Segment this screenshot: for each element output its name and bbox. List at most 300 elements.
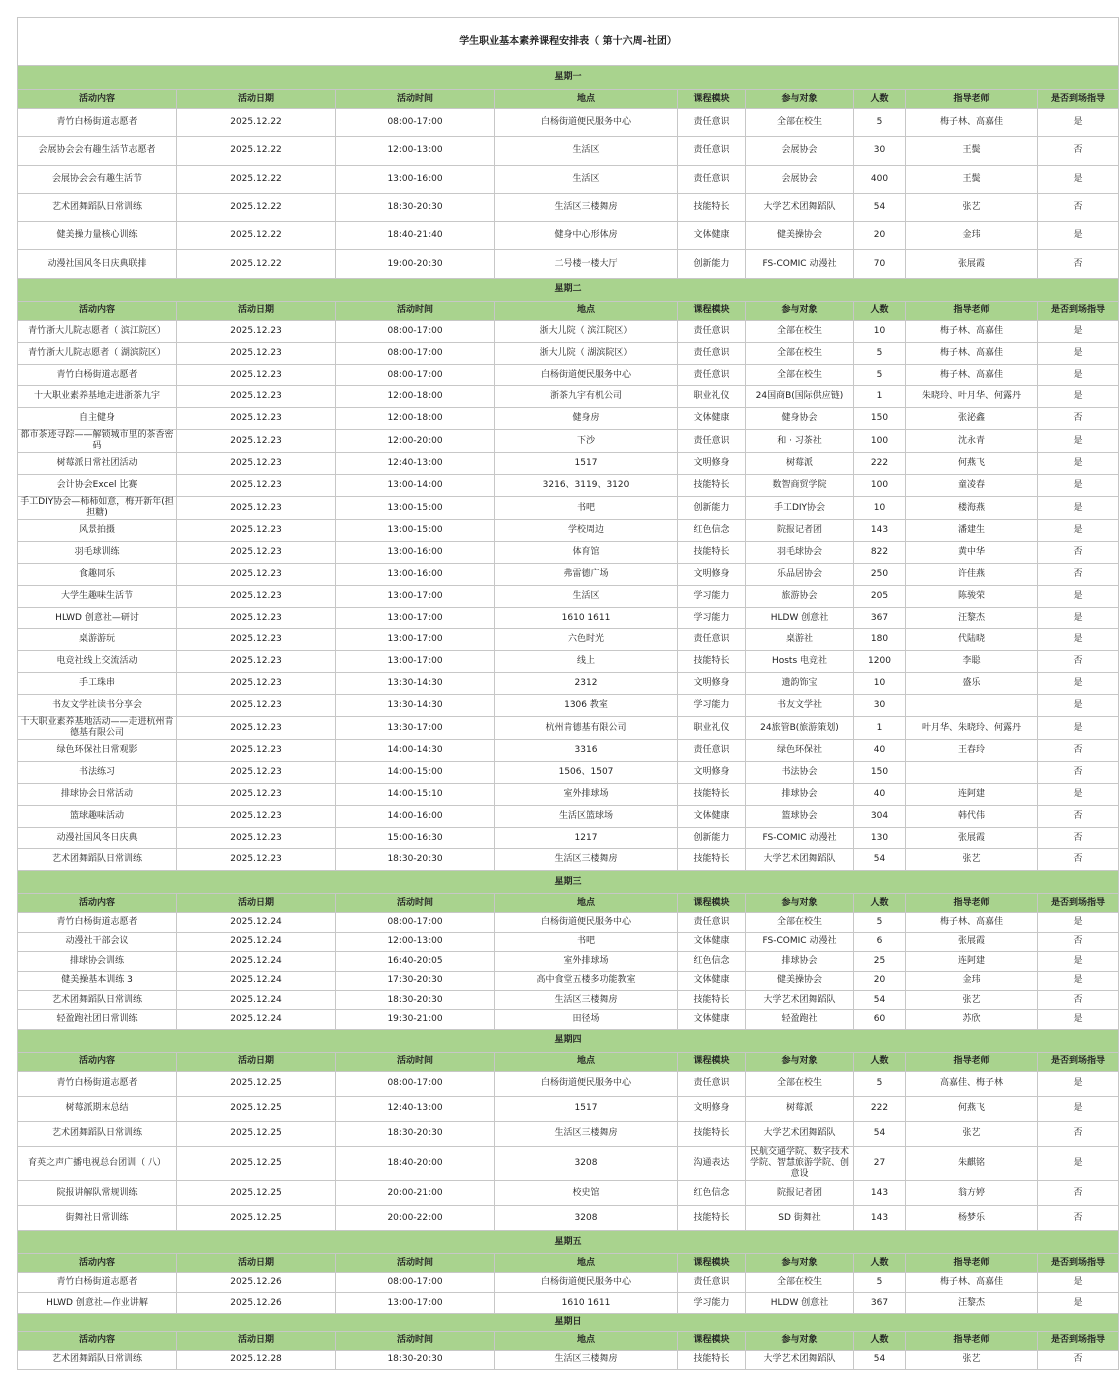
- cell-activity: 会展协会会有趣生活节志愿者: [18, 137, 177, 165]
- cell-module: 文明修身: [678, 563, 746, 585]
- cell-onsite: 否: [1038, 990, 1119, 1009]
- cell-date: 2025.12.22: [177, 222, 336, 250]
- day-row: [18, 1313, 1119, 1331]
- cell-time: 13:00-17:00: [336, 607, 495, 629]
- cell-module: 学习能力: [678, 1293, 746, 1313]
- cell-module: 责任意识: [678, 430, 746, 453]
- cell-count: 10: [854, 673, 906, 695]
- cell-teacher: 王鬓: [906, 137, 1038, 165]
- cell-count: 150: [854, 408, 906, 430]
- cell-count: 304: [854, 805, 906, 827]
- table-row: [18, 717, 1119, 740]
- table-row: [18, 541, 1119, 563]
- cell-audience: 排球协会: [746, 783, 854, 805]
- table-row: [18, 408, 1119, 430]
- cell-audience: 旅游协会: [746, 585, 854, 607]
- cell-activity: 动漫社干部会议: [18, 932, 177, 951]
- cell-onsite: 否: [1038, 541, 1119, 563]
- cell-date: 2025.12.23: [177, 475, 336, 497]
- day-label: 星期三: [18, 871, 1119, 894]
- cell-time: 18:30-20:30: [336, 849, 495, 871]
- cell-module: 责任意识: [678, 165, 746, 193]
- header-onsite: 是否到场指导: [1038, 301, 1119, 320]
- cell-audience: 大学艺术团舞蹈队: [746, 193, 854, 221]
- cell-module: 责任意识: [678, 629, 746, 651]
- header-activity: 活动内容: [18, 1254, 177, 1273]
- cell-time: 12:00-18:00: [336, 408, 495, 430]
- cell-time: 13:00-15:00: [336, 497, 495, 520]
- page-title: 学生职业基本素养课程安排表（ 第十六周-社团）: [18, 18, 1119, 66]
- cell-onsite: 是: [1038, 1010, 1119, 1029]
- cell-time: 12:00-13:00: [336, 137, 495, 165]
- cell-location: 3316: [495, 740, 678, 762]
- header-date: 活动日期: [177, 1254, 336, 1273]
- table-row: [18, 651, 1119, 673]
- cell-location: 校史馆: [495, 1181, 678, 1206]
- header-onsite: 是否到场指导: [1038, 894, 1119, 913]
- cell-activity: 轻盈跑社团日常训练: [18, 1010, 177, 1029]
- cell-location: 生活区三楼舞房: [495, 1350, 678, 1369]
- cell-onsite: 是: [1038, 783, 1119, 805]
- cell-teacher: 朱麒铭: [906, 1147, 1038, 1181]
- cell-audience: 书法协会: [746, 761, 854, 783]
- table-row: [18, 165, 1119, 193]
- day-label: 星期一: [18, 66, 1119, 90]
- cell-activity: HLWD 创意社—作业讲解: [18, 1293, 177, 1313]
- cell-location: 高中食堂五楼多功能教室: [495, 971, 678, 990]
- cell-count: 20: [854, 971, 906, 990]
- cell-audience: 羽毛球协会: [746, 541, 854, 563]
- cell-location: 田径场: [495, 1010, 678, 1029]
- cell-date: 2025.12.23: [177, 497, 336, 520]
- cell-date: 2025.12.25: [177, 1121, 336, 1146]
- cell-onsite: 否: [1038, 1206, 1119, 1231]
- cell-activity: 篮球趣味活动: [18, 805, 177, 827]
- header-count: 人数: [854, 1254, 906, 1273]
- cell-audience: 遗韵饰宝: [746, 673, 854, 695]
- cell-onsite: 是: [1038, 971, 1119, 990]
- cell-onsite: 否: [1038, 849, 1119, 871]
- cell-location: 室外排球场: [495, 952, 678, 971]
- cell-time: 19:00-20:30: [336, 250, 495, 278]
- table-row: [18, 1010, 1119, 1029]
- cell-time: 13:00-17:00: [336, 629, 495, 651]
- cell-module: 红色信念: [678, 520, 746, 542]
- cell-count: 130: [854, 827, 906, 849]
- cell-teacher: 朱晓玲、叶月华、何露丹: [906, 386, 1038, 408]
- cell-teacher: 何燕飞: [906, 1096, 1038, 1121]
- header-row: [18, 1052, 1119, 1071]
- header-onsite: 是否到场指导: [1038, 1254, 1119, 1273]
- cell-teacher: 苏欣: [906, 1010, 1038, 1029]
- cell-time: 13:00-16:00: [336, 541, 495, 563]
- cell-activity: 电竞社线上交流活动: [18, 651, 177, 673]
- header-row: [18, 894, 1119, 913]
- cell-location: 3208: [495, 1206, 678, 1231]
- cell-time: 12:40-13:00: [336, 1096, 495, 1121]
- cell-location: 白杨街道便民服务中心: [495, 109, 678, 137]
- cell-onsite: 是: [1038, 585, 1119, 607]
- cell-count: 70: [854, 250, 906, 278]
- cell-audience: 民航交通学院、数字技术学院、智慧旅游学院、创意设: [746, 1147, 854, 1181]
- cell-audience: 健美操协会: [746, 971, 854, 990]
- cell-count: 54: [854, 1350, 906, 1369]
- header-time: 活动时间: [336, 1331, 495, 1350]
- cell-count: 54: [854, 1121, 906, 1146]
- cell-time: 16:40-20:05: [336, 952, 495, 971]
- cell-module: 责任意识: [678, 1071, 746, 1096]
- cell-activity: 排球协会训练: [18, 952, 177, 971]
- header-audience: 参与对象: [746, 1331, 854, 1350]
- cell-count: 5: [854, 1071, 906, 1096]
- table-row: [18, 193, 1119, 221]
- cell-onsite: 是: [1038, 386, 1119, 408]
- cell-activity: 羽毛球训练: [18, 541, 177, 563]
- cell-location: 1610 1611: [495, 607, 678, 629]
- cell-count: 54: [854, 849, 906, 871]
- cell-location: 生活区篮球场: [495, 805, 678, 827]
- cell-count: 6: [854, 932, 906, 951]
- header-onsite: 是否到场指导: [1038, 1331, 1119, 1350]
- cell-onsite: 否: [1038, 740, 1119, 762]
- table-row: [18, 1147, 1119, 1181]
- cell-onsite: 是: [1038, 717, 1119, 740]
- cell-location: 生活区: [495, 137, 678, 165]
- cell-teacher: 张展霞: [906, 932, 1038, 951]
- cell-date: 2025.12.26: [177, 1293, 336, 1313]
- cell-activity: 青竹白杨街道志愿者: [18, 1273, 177, 1293]
- cell-date: 2025.12.24: [177, 990, 336, 1009]
- cell-location: 生活区三楼舞房: [495, 193, 678, 221]
- cell-date: 2025.12.22: [177, 137, 336, 165]
- cell-date: 2025.12.25: [177, 1071, 336, 1096]
- cell-audience: SD 街舞社: [746, 1206, 854, 1231]
- cell-time: 08:00-17:00: [336, 1273, 495, 1293]
- cell-location: 二号楼一楼大厅: [495, 250, 678, 278]
- day-row: [18, 1029, 1119, 1052]
- cell-location: 六色时光: [495, 629, 678, 651]
- cell-time: 13:30-14:30: [336, 695, 495, 717]
- header-activity: 活动内容: [18, 1052, 177, 1071]
- cell-date: 2025.12.23: [177, 717, 336, 740]
- cell-activity: 书法练习: [18, 761, 177, 783]
- cell-module: 学习能力: [678, 585, 746, 607]
- cell-activity: 健美操力量核心训练: [18, 222, 177, 250]
- cell-module: 职业礼仪: [678, 386, 746, 408]
- cell-time: 12:40-13:00: [336, 453, 495, 475]
- cell-teacher: 叶月华、朱晓玲、何露丹: [906, 717, 1038, 740]
- cell-module: 技能特长: [678, 1350, 746, 1369]
- day-label: 星期四: [18, 1029, 1119, 1052]
- cell-module: 文体健康: [678, 971, 746, 990]
- cell-count: 205: [854, 585, 906, 607]
- cell-date: 2025.12.23: [177, 386, 336, 408]
- cell-module: 文体健康: [678, 1010, 746, 1029]
- table-row: [18, 932, 1119, 951]
- cell-time: 12:00-18:00: [336, 386, 495, 408]
- cell-date: 2025.12.23: [177, 364, 336, 386]
- cell-activity: 书友文学社读书分享会: [18, 695, 177, 717]
- cell-audience: 健身协会: [746, 408, 854, 430]
- cell-activity: 艺术团舞蹈队日常训练: [18, 1121, 177, 1146]
- cell-activity: 手工DIY协会—柿柿如意，梅开新年(担担糖): [18, 497, 177, 520]
- header-date: 活动日期: [177, 1331, 336, 1350]
- header-module: 课程模块: [678, 1254, 746, 1273]
- cell-time: 12:00-20:00: [336, 430, 495, 453]
- cell-module: 创新能力: [678, 827, 746, 849]
- cell-teacher: 楼海燕: [906, 497, 1038, 520]
- cell-activity: 动漫社国风冬日庆典: [18, 827, 177, 849]
- cell-location: 1306 教室: [495, 695, 678, 717]
- cell-location: 2312: [495, 673, 678, 695]
- cell-teacher: 金玮: [906, 222, 1038, 250]
- cell-time: 13:00-15:00: [336, 520, 495, 542]
- header-audience: 参与对象: [746, 1254, 854, 1273]
- header-module: 课程模块: [678, 1331, 746, 1350]
- table-row: [18, 740, 1119, 762]
- table-row: [18, 137, 1119, 165]
- cell-audience: 24旅管B(旅游策划): [746, 717, 854, 740]
- cell-count: 150: [854, 761, 906, 783]
- cell-teacher: 梅子林、高嘉佳: [906, 342, 1038, 364]
- cell-date: 2025.12.24: [177, 1010, 336, 1029]
- cell-onsite: 是: [1038, 165, 1119, 193]
- cell-onsite: 是: [1038, 497, 1119, 520]
- cell-activity: 青竹浙大儿院志愿者（ 滨江院区）: [18, 320, 177, 342]
- cell-audience: 全部在校生: [746, 1071, 854, 1096]
- cell-audience: 全部在校生: [746, 1273, 854, 1293]
- cell-activity: 十大职业素养基地活动——走进杭州肯德基有限公司: [18, 717, 177, 740]
- cell-audience: FS-COMIC 动漫社: [746, 827, 854, 849]
- day-label: 星期日: [18, 1313, 1119, 1331]
- header-module: 课程模块: [678, 90, 746, 109]
- cell-date: 2025.12.23: [177, 740, 336, 762]
- day-row: [18, 66, 1119, 90]
- header-time: 活动时间: [336, 1052, 495, 1071]
- cell-date: 2025.12.26: [177, 1273, 336, 1293]
- cell-teacher: 汪黎杰: [906, 1293, 1038, 1313]
- cell-module: 职业礼仪: [678, 717, 746, 740]
- cell-count: 367: [854, 1293, 906, 1313]
- cell-location: 杭州肯德基有限公司: [495, 717, 678, 740]
- header-time: 活动时间: [336, 1254, 495, 1273]
- cell-activity: 树莓派日常社团活动: [18, 453, 177, 475]
- table-row: [18, 673, 1119, 695]
- cell-location: 1517: [495, 1096, 678, 1121]
- cell-date: 2025.12.25: [177, 1181, 336, 1206]
- table-row: [18, 453, 1119, 475]
- cell-time: 18:30-20:30: [336, 1350, 495, 1369]
- cell-module: 文体健康: [678, 805, 746, 827]
- cell-time: 20:00-22:00: [336, 1206, 495, 1231]
- cell-module: 创新能力: [678, 250, 746, 278]
- cell-module: 责任意识: [678, 342, 746, 364]
- cell-teacher: 盛乐: [906, 673, 1038, 695]
- cell-date: 2025.12.22: [177, 165, 336, 193]
- cell-onsite: 否: [1038, 932, 1119, 951]
- cell-audience: 院报记者团: [746, 520, 854, 542]
- header-count: 人数: [854, 1331, 906, 1350]
- cell-teacher: 高嘉佳、梅子林: [906, 1071, 1038, 1096]
- cell-date: 2025.12.23: [177, 805, 336, 827]
- cell-time: 08:00-17:00: [336, 342, 495, 364]
- table-row: [18, 342, 1119, 364]
- cell-time: 18:30-20:30: [336, 193, 495, 221]
- cell-audience: HLDW 创意社: [746, 1293, 854, 1313]
- cell-time: 13:00-17:00: [336, 1293, 495, 1313]
- cell-time: 19:30-21:00: [336, 1010, 495, 1029]
- cell-activity: 艺术团舞蹈队日常训练: [18, 193, 177, 221]
- header-activity: 活动内容: [18, 301, 177, 320]
- cell-activity: 大学生趣味生活节: [18, 585, 177, 607]
- table-row: [18, 607, 1119, 629]
- cell-date: 2025.12.23: [177, 342, 336, 364]
- table-row: [18, 827, 1119, 849]
- cell-activity: 青竹白杨街道志愿者: [18, 913, 177, 932]
- cell-module: 红色信念: [678, 952, 746, 971]
- cell-teacher: 梅子林、高嘉佳: [906, 320, 1038, 342]
- cell-module: 责任意识: [678, 109, 746, 137]
- cell-date: 2025.12.23: [177, 520, 336, 542]
- cell-module: 责任意识: [678, 913, 746, 932]
- table-row: [18, 563, 1119, 585]
- cell-onsite: 是: [1038, 1273, 1119, 1293]
- cell-audience: 大学艺术团舞蹈队: [746, 1350, 854, 1369]
- day-label: 星期五: [18, 1231, 1119, 1254]
- cell-teacher: 张艺: [906, 1350, 1038, 1369]
- cell-audience: 24国商B(国际供应链): [746, 386, 854, 408]
- cell-activity: 青竹白杨街道志愿者: [18, 364, 177, 386]
- cell-module: 技能特长: [678, 651, 746, 673]
- cell-time: 14:00-15:00: [336, 761, 495, 783]
- cell-time: 13:30-17:00: [336, 717, 495, 740]
- cell-teacher: 陈骏荣: [906, 585, 1038, 607]
- cell-onsite: 是: [1038, 342, 1119, 364]
- cell-date: 2025.12.22: [177, 109, 336, 137]
- cell-location: 生活区三楼舞房: [495, 990, 678, 1009]
- cell-location: 1506、1507: [495, 761, 678, 783]
- header-time: 活动时间: [336, 894, 495, 913]
- cell-count: 1: [854, 386, 906, 408]
- cell-teacher: 梅子林、高嘉佳: [906, 1273, 1038, 1293]
- cell-activity: 青竹白杨街道志愿者: [18, 109, 177, 137]
- cell-teacher: [906, 761, 1038, 783]
- cell-teacher: 张艺: [906, 849, 1038, 871]
- cell-onsite: 否: [1038, 250, 1119, 278]
- cell-count: 60: [854, 1010, 906, 1029]
- cell-onsite: 是: [1038, 695, 1119, 717]
- cell-module: 沟通表达: [678, 1147, 746, 1181]
- cell-time: 13:00-17:00: [336, 651, 495, 673]
- header-row: [18, 301, 1119, 320]
- header-row: [18, 1254, 1119, 1273]
- cell-onsite: 否: [1038, 1121, 1119, 1146]
- cell-activity: 树莓派期末总结: [18, 1096, 177, 1121]
- cell-audience: 桌游社: [746, 629, 854, 651]
- cell-onsite: 否: [1038, 651, 1119, 673]
- cell-teacher: 童凌春: [906, 475, 1038, 497]
- cell-count: 20: [854, 222, 906, 250]
- cell-location: 3208: [495, 1147, 678, 1181]
- cell-audience: 乐品居协会: [746, 563, 854, 585]
- cell-teacher: 李聪: [906, 651, 1038, 673]
- cell-onsite: 是: [1038, 913, 1119, 932]
- cell-count: 1: [854, 717, 906, 740]
- cell-date: 2025.12.24: [177, 932, 336, 951]
- cell-module: 责任意识: [678, 320, 746, 342]
- cell-onsite: 是: [1038, 1096, 1119, 1121]
- cell-module: 技能特长: [678, 1121, 746, 1146]
- cell-count: 54: [854, 193, 906, 221]
- cell-time: 14:00-15:10: [336, 783, 495, 805]
- cell-module: 文明修身: [678, 453, 746, 475]
- cell-date: 2025.12.23: [177, 430, 336, 453]
- cell-date: 2025.12.23: [177, 651, 336, 673]
- cell-audience: 绿色环保社: [746, 740, 854, 762]
- cell-time: 08:00-17:00: [336, 320, 495, 342]
- cell-teacher: 沈永青: [906, 430, 1038, 453]
- header-row: [18, 90, 1119, 109]
- cell-count: 27: [854, 1147, 906, 1181]
- table-row: [18, 520, 1119, 542]
- table-row: [18, 952, 1119, 971]
- table-row: [18, 1350, 1119, 1369]
- cell-count: 100: [854, 430, 906, 453]
- cell-location: 健身中心形体房: [495, 222, 678, 250]
- header-date: 活动日期: [177, 301, 336, 320]
- table-row: [18, 1096, 1119, 1121]
- cell-activity: 青竹白杨街道志愿者: [18, 1071, 177, 1096]
- cell-onsite: 是: [1038, 1071, 1119, 1096]
- cell-teacher: 黄中华: [906, 541, 1038, 563]
- header-location: 地点: [495, 90, 678, 109]
- table-row: [18, 695, 1119, 717]
- header-count: 人数: [854, 90, 906, 109]
- cell-date: 2025.12.25: [177, 1147, 336, 1181]
- cell-module: 责任意识: [678, 364, 746, 386]
- cell-date: 2025.12.23: [177, 563, 336, 585]
- table-row: [18, 805, 1119, 827]
- day-label: 星期二: [18, 278, 1119, 301]
- cell-module: 学习能力: [678, 607, 746, 629]
- header-teacher: 指导老师: [906, 301, 1038, 320]
- cell-onsite: 是: [1038, 673, 1119, 695]
- header-teacher: 指导老师: [906, 90, 1038, 109]
- cell-count: 5: [854, 1273, 906, 1293]
- cell-teacher: 张展霞: [906, 250, 1038, 278]
- cell-activity: 健美操基本训练 3: [18, 971, 177, 990]
- cell-activity: 风景拍摄: [18, 520, 177, 542]
- cell-activity: 都市茶迹寻踪——解锁城市里的茶香密码: [18, 430, 177, 453]
- cell-location: 白杨街道便民服务中心: [495, 1273, 678, 1293]
- table-row: [18, 320, 1119, 342]
- table-row: [18, 222, 1119, 250]
- table-row: [18, 386, 1119, 408]
- cell-onsite: 否: [1038, 1181, 1119, 1206]
- cell-time: 17:30-20:30: [336, 971, 495, 990]
- cell-date: 2025.12.22: [177, 193, 336, 221]
- cell-count: 143: [854, 1206, 906, 1231]
- table-row: [18, 250, 1119, 278]
- cell-date: 2025.12.23: [177, 695, 336, 717]
- cell-time: 14:00-16:00: [336, 805, 495, 827]
- header-teacher: 指导老师: [906, 1331, 1038, 1350]
- cell-module: 文明修身: [678, 1096, 746, 1121]
- header-onsite: 是否到场指导: [1038, 90, 1119, 109]
- cell-time: 13:00-17:00: [336, 585, 495, 607]
- cell-module: 文体健康: [678, 932, 746, 951]
- day-row: [18, 1231, 1119, 1254]
